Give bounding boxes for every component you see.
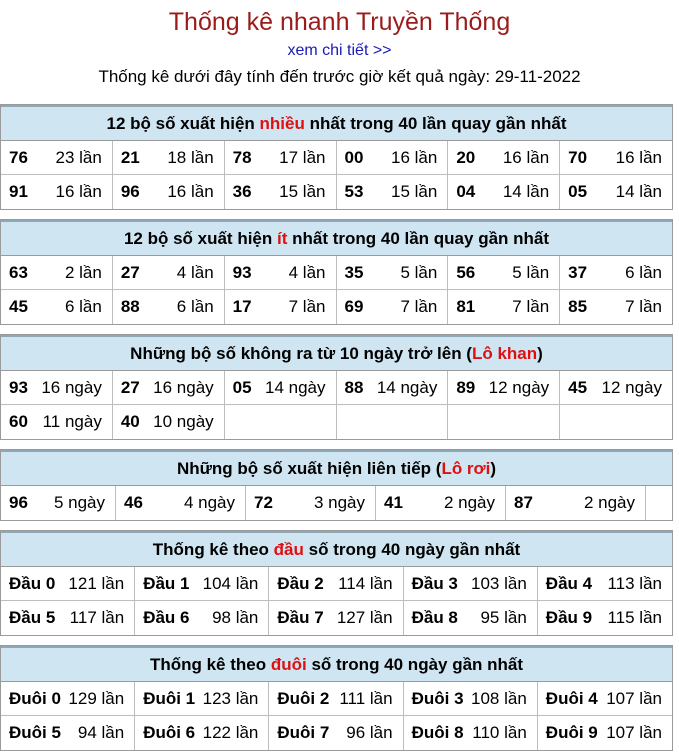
stat-count: 114 lần xyxy=(338,574,393,593)
stat-key: 88 xyxy=(120,297,140,316)
least-frequent-heading: 12 bộ số xuất hiện ít nhất trong 40 lần quay gần nhất xyxy=(1,220,672,256)
stat-count: 127 lần xyxy=(336,608,393,627)
stat-count: 12 ngày xyxy=(488,378,550,397)
stat-key: 85 xyxy=(568,297,588,316)
empty-cell xyxy=(560,405,672,439)
stat-cell xyxy=(113,290,225,324)
stat-count: 123 lần xyxy=(202,689,259,708)
most-frequent-grid xyxy=(1,141,672,209)
stat-key: 87 xyxy=(514,493,533,512)
stat-count: 107 lần xyxy=(606,723,662,742)
stat-count: 103 lần xyxy=(471,574,527,593)
stat-key: 78 xyxy=(232,148,252,167)
stat-key: 69 xyxy=(344,297,364,316)
stat-cell xyxy=(506,486,646,520)
stat-key: Đầu 0 xyxy=(9,574,56,593)
stat-cell xyxy=(225,175,337,209)
stat-count: 110 lần xyxy=(472,723,527,742)
stat-count: 108 lần xyxy=(471,689,527,708)
most-frequent-heading: 12 bộ số xuất hiện nhiều nhất trong 40 lần quay gần nhất xyxy=(1,105,672,141)
stat-count: 5 lần xyxy=(512,263,550,282)
stat-count: 4 lần xyxy=(176,263,214,282)
stat-key: 20 xyxy=(456,148,476,167)
stat-count: 4 lần xyxy=(288,263,326,282)
stat-count: 2 lần xyxy=(64,263,102,282)
stat-cell xyxy=(225,290,337,324)
stat-cell xyxy=(225,371,337,405)
stat-cell xyxy=(225,141,337,175)
stat-count: 7 lần xyxy=(625,297,662,316)
stat-key: Đầu 9 xyxy=(545,608,593,627)
stat-count: 2 ngày xyxy=(443,493,495,512)
stat-count: 14 lần xyxy=(502,182,550,201)
stat-cell xyxy=(448,175,560,209)
stat-key: 93 xyxy=(232,263,252,282)
stat-key: 05 xyxy=(568,182,588,201)
stat-cell xyxy=(538,716,672,750)
stat-key: 21 xyxy=(120,148,140,167)
stat-cell xyxy=(337,175,449,209)
stat-count: 7 lần xyxy=(400,297,438,316)
stat-count: 121 lần xyxy=(68,574,125,593)
stat-cell xyxy=(448,141,560,175)
stat-key: 37 xyxy=(568,263,588,282)
stat-key: Đầu 7 xyxy=(277,608,324,627)
stat-key: 70 xyxy=(568,148,588,167)
stat-key: Đầu 3 xyxy=(411,574,458,593)
stat-cell xyxy=(113,175,225,209)
stat-key: 96 xyxy=(120,182,140,201)
stat-cell xyxy=(113,256,225,290)
stat-cell xyxy=(560,141,672,175)
stat-cell xyxy=(404,682,538,716)
stat-key: Đầu 2 xyxy=(277,574,324,593)
stat-count: 16 lần xyxy=(502,148,550,167)
stat-cell xyxy=(337,290,449,324)
stat-cell xyxy=(538,682,672,716)
stat-cell xyxy=(113,405,225,439)
stat-count: 113 lần xyxy=(607,574,662,593)
stat-key: 96 xyxy=(9,493,28,512)
view-details-link[interactable]: xem chi tiết >> xyxy=(287,42,392,59)
stat-count: 104 lần xyxy=(202,574,259,593)
stat-cell xyxy=(560,256,672,290)
stat-cell xyxy=(1,175,113,209)
stat-key: Đuôi 1 xyxy=(143,689,196,708)
stat-cell xyxy=(1,405,113,439)
duoi-heading: Thống kê theo đuôi số trong 40 ngày gần nhất xyxy=(1,646,672,682)
stat-count: 6 lần xyxy=(64,297,102,316)
stat-count: 94 lần xyxy=(77,723,125,742)
stat-key: Đuôi 6 xyxy=(143,723,196,742)
lo-khan-section xyxy=(0,334,673,440)
stat-cell xyxy=(448,371,560,405)
stat-cell xyxy=(113,141,225,175)
stat-key: 76 xyxy=(9,148,28,167)
stat-cell xyxy=(337,141,449,175)
duoi-grid xyxy=(1,682,672,750)
empty-cell xyxy=(225,405,337,439)
stat-key: Đuôi 7 xyxy=(277,723,330,742)
stat-count: 5 lần xyxy=(400,263,438,282)
stat-cell xyxy=(1,567,135,601)
stat-count: 16 lần xyxy=(55,182,102,201)
stat-cell xyxy=(1,256,113,290)
stat-count: 23 lần xyxy=(55,148,102,167)
empty-cell xyxy=(448,405,560,439)
stat-key: 81 xyxy=(456,297,476,316)
stat-key: 17 xyxy=(232,297,252,316)
stat-count: 6 lần xyxy=(176,297,214,316)
stat-key: 60 xyxy=(9,412,28,431)
stat-cell xyxy=(269,716,403,750)
stat-count: 3 ngày xyxy=(313,493,365,512)
stat-count: 4 ngày xyxy=(183,493,235,512)
stat-count: 12 ngày xyxy=(601,378,662,397)
lo-roi-heading: Những bộ số xuất hiện liên tiếp (Lô rơi) xyxy=(1,450,672,486)
stat-key: 45 xyxy=(9,297,28,316)
stat-cell xyxy=(404,567,538,601)
stat-cell xyxy=(448,290,560,324)
stat-key: 93 xyxy=(9,378,28,397)
stat-cell xyxy=(135,682,269,716)
stat-key: 89 xyxy=(456,378,476,397)
stat-cell xyxy=(560,290,672,324)
stat-count: 17 lần xyxy=(279,148,326,167)
stat-key: 35 xyxy=(344,263,364,282)
stat-count: 16 lần xyxy=(167,182,214,201)
stat-cell xyxy=(1,141,113,175)
stat-key: Đầu 5 xyxy=(9,608,56,627)
stat-cell xyxy=(135,601,269,635)
stat-key: 72 xyxy=(254,493,273,512)
stat-count: 14 lần xyxy=(615,182,662,201)
stat-count: 14 ngày xyxy=(376,378,438,397)
stat-cell xyxy=(560,371,672,405)
stat-count: 96 lần xyxy=(346,723,393,742)
page-header xyxy=(0,0,679,88)
stat-cell xyxy=(1,371,113,405)
stat-cell xyxy=(113,371,225,405)
stat-cell xyxy=(404,601,538,635)
stat-count: 98 lần xyxy=(212,608,259,627)
stat-cell xyxy=(1,290,113,324)
dau-grid xyxy=(1,567,672,635)
stat-count: 95 lần xyxy=(480,608,527,627)
stat-count: 117 lần xyxy=(69,608,125,627)
least-frequent-grid xyxy=(1,256,672,324)
stat-count: 5 ngày xyxy=(53,493,105,512)
stat-key: Đuôi 9 xyxy=(545,723,598,742)
stat-cell xyxy=(135,567,269,601)
stat-count: 16 lần xyxy=(391,148,438,167)
stat-cell xyxy=(116,486,246,520)
stat-cell xyxy=(135,716,269,750)
stat-cell xyxy=(269,601,403,635)
stat-cell xyxy=(337,256,449,290)
stat-key: Đuôi 2 xyxy=(277,689,330,708)
stat-cell xyxy=(404,716,538,750)
stat-count: 6 lần xyxy=(625,263,662,282)
stat-key: 40 xyxy=(120,412,140,431)
most-frequent-section xyxy=(0,104,673,210)
stat-key: 91 xyxy=(9,182,28,201)
stat-count: 7 lần xyxy=(512,297,550,316)
stat-count: 14 ngày xyxy=(265,378,326,397)
dau-section xyxy=(0,530,673,636)
cutoff-note: Thống kê dưới đây tính đến trước giờ kết quả ngày: 29-11-2022 xyxy=(98,67,581,86)
stat-key: 41 xyxy=(384,493,403,512)
stat-key: 63 xyxy=(9,263,28,282)
stat-cell xyxy=(560,175,672,209)
stat-count: 122 lần xyxy=(202,723,259,742)
stat-count: 7 lần xyxy=(288,297,326,316)
lo-roi-grid xyxy=(1,486,672,520)
stat-cell xyxy=(1,682,135,716)
stat-key: 88 xyxy=(344,378,364,397)
stat-cell xyxy=(225,256,337,290)
stat-cell xyxy=(538,601,672,635)
stat-count: 2 ngày xyxy=(583,493,635,512)
page-title: Thống kê nhanh Truyền Thống xyxy=(168,8,511,36)
stat-key: Đầu 4 xyxy=(545,574,593,593)
stat-key: 46 xyxy=(124,493,143,512)
stat-count: 111 lần xyxy=(339,689,393,708)
stat-cell xyxy=(337,371,449,405)
stat-cell xyxy=(538,567,672,601)
stat-cell xyxy=(1,601,135,635)
stat-count: 10 ngày xyxy=(153,412,214,431)
stat-count: 16 ngày xyxy=(41,378,102,397)
stat-key: Đầu 6 xyxy=(143,608,190,627)
stat-key: 04 xyxy=(456,182,476,201)
stat-key: Đuôi 3 xyxy=(411,689,464,708)
stat-count: 11 ngày xyxy=(42,412,102,431)
stat-cell xyxy=(1,716,135,750)
stat-key: 36 xyxy=(232,182,252,201)
stat-cell xyxy=(376,486,506,520)
stat-key: 27 xyxy=(120,378,140,397)
empty-cell xyxy=(646,486,672,520)
stat-key: 05 xyxy=(232,378,252,397)
stat-cell xyxy=(269,682,403,716)
stat-cell xyxy=(246,486,376,520)
stat-key: Đuôi 5 xyxy=(9,723,61,742)
stat-key: 56 xyxy=(456,263,476,282)
stat-key: 27 xyxy=(120,263,140,282)
stat-key: Đầu 1 xyxy=(143,574,190,593)
stat-count: 16 lần xyxy=(615,148,662,167)
stat-count: 18 lần xyxy=(167,148,214,167)
stat-key: 00 xyxy=(344,148,364,167)
stat-key: Đuôi 4 xyxy=(545,689,598,708)
stat-count: 107 lần xyxy=(606,689,662,708)
stat-cell xyxy=(448,256,560,290)
stat-cell xyxy=(1,486,116,520)
duoi-section xyxy=(0,645,673,751)
stat-cell xyxy=(269,567,403,601)
stat-count: 115 lần xyxy=(607,608,662,627)
empty-cell xyxy=(337,405,449,439)
dau-heading: Thống kê theo đầu số trong 40 ngày gần nhất xyxy=(1,531,672,567)
stat-key: 53 xyxy=(344,182,364,201)
lo-khan-heading: Những bộ số không ra từ 10 ngày trở lên (Lô khan) xyxy=(1,335,672,371)
lo-roi-section xyxy=(0,449,673,521)
stat-count: 15 lần xyxy=(279,182,326,201)
stat-key: Đuôi 0 xyxy=(9,689,61,708)
stat-count: 129 lần xyxy=(68,689,125,708)
stat-count: 15 lần xyxy=(391,182,438,201)
stat-key: Đuôi 8 xyxy=(411,723,464,742)
lo-khan-grid xyxy=(1,371,672,439)
stat-count: 16 ngày xyxy=(153,378,214,397)
stat-key: Đầu 8 xyxy=(411,608,458,627)
least-frequent-section xyxy=(0,219,673,325)
stat-key: 45 xyxy=(568,378,588,397)
